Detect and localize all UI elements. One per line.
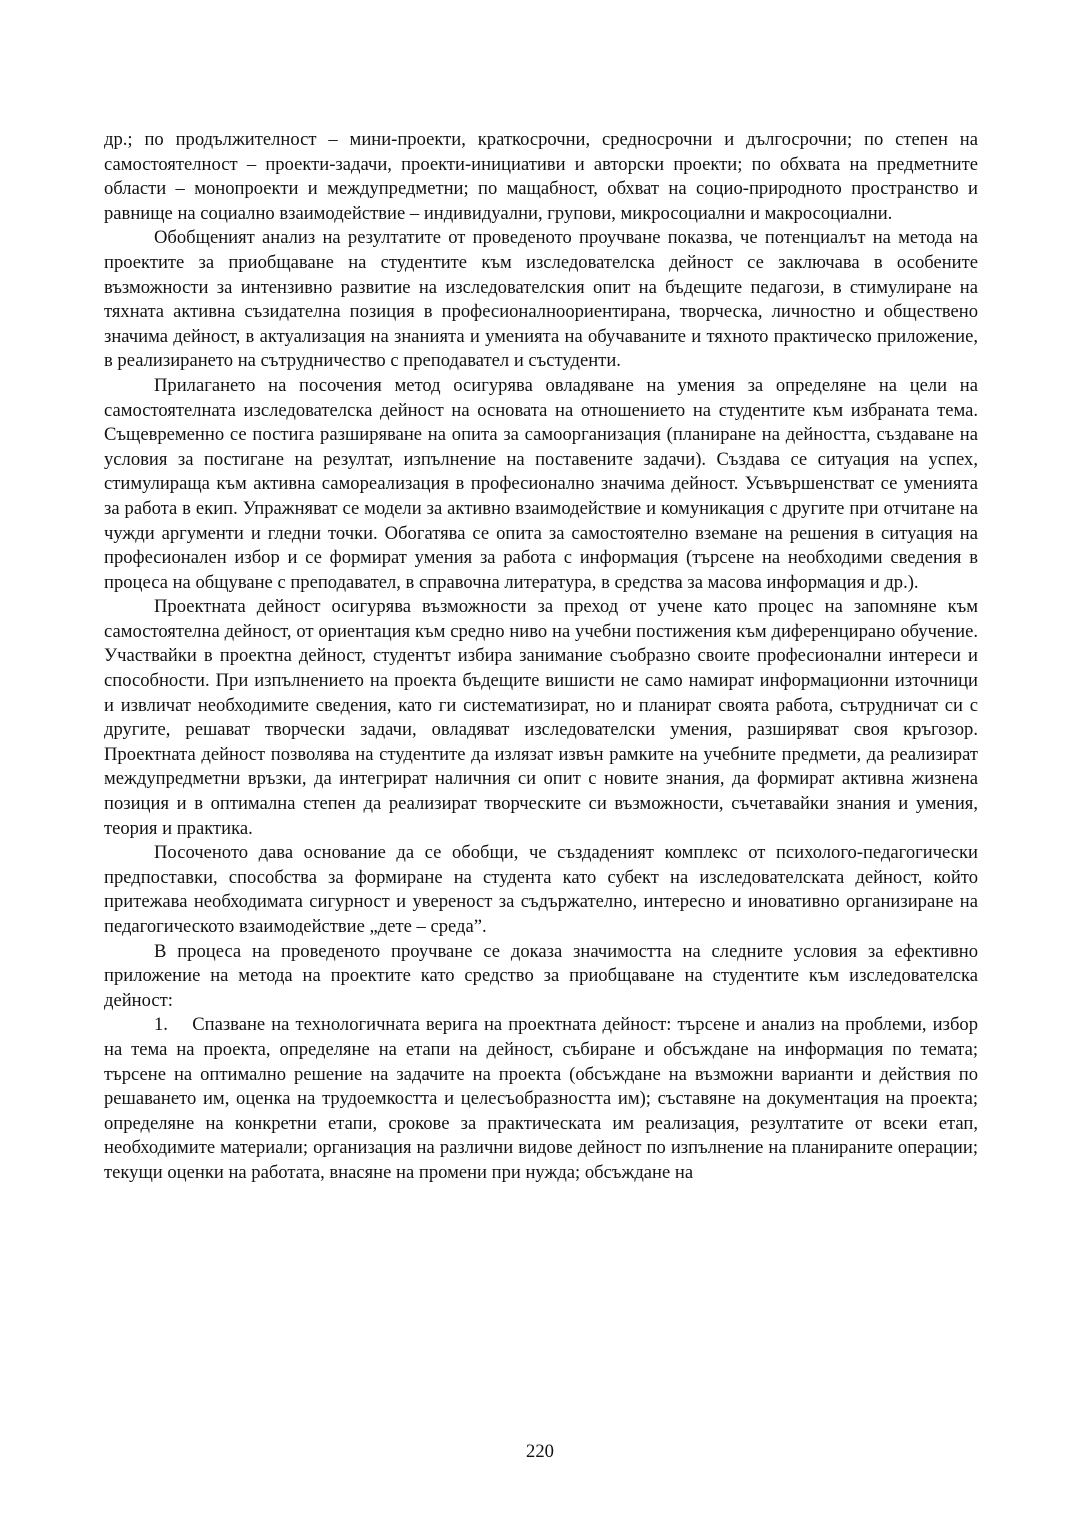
paragraph-method-application: Прилагането на посочения метод осигурява овладяване на умения за определяне на цели на самостоятелната изследователска дейност на основата на отношението на студентите към избраната тема. Същевременно се постига разширяване на опита за самоорганизация (планиране на дейността, създаване на условия за постигане на резултат, изпълнение на поставените задачи). Създава се ситуация на успех, стимулираща към активна самореализация в професионално значима дейност. Усъвършенстват се уменията за работа в екип. Упражняват се модели за активно взаимодействие и комуникация с другите при отчитане на чужди аргументи и гледни точки. Обогатява се опита за самостоятелно вземане на решения в ситуация на професионален избор и се формират умения за работа с информация (търсене на необходими сведения в процеса на общуване с преподавател, в справочна литература, в средства за масова информация и др.). <box>104 374 978 593</box>
paragraph-project-types: др.; по продължителност – мини-проекти, краткосрочни, средносрочни и дългосрочни; по степен на самостоятелност – проекти-задачи, проекти-инициативи и авторски проекти; по обхвата на предметните области – монопроекти и междупредметни; по мащабност, обхват на социо-природното пространство и равнище на социално взаимодействие – индивидуални, групови, микросоциални и макросоциални. <box>104 129 978 224</box>
paragraph-analysis-summary: Обобщеният анализ на резултатите от проведеното проучване показва, че потенциалът на метода на проектите за приобщаване на студентите към изследователска дейност се заключава в особените възможности за интензивно развитие на изследователския опит на бъдещите педагози, в стимулиране на тяхната активна съзидателна позиция в професионалноориентирана, творческа, личностно и обществено значима дейност, в актуализация на знанията и уменията на обучаваните и тяхното практическо приложение, в реализирането на сътрудничество с преподавател и състуденти. <box>104 227 978 372</box>
list-item-condition-1: 1. Спазване на технологичната верига на проектната дейност: търсене и анализ на проблеми, избор на тема на проекта, определяне на етапи на дейност, събиране и обсъждане на информация по темата; търсене на оптимално решение на задачите на проекта (обсъждане на възможни варианти и действия по решаването им, оценка на трудоемкостта и целесъобразността им); съставяне на документация на проекта; определяне на конкретни етапи, срокове за практическата им реализация, резултатите от всеки етап, необходимите материали; организация на различни видове дейност по изпълнение на планираните операции; текущи оценки на работата, внасяне на промени при нужда; обсъждане на <box>104 1014 978 1183</box>
page-number: 220 <box>526 1441 554 1462</box>
paragraph-conditions-intro: В процеса на проведеното проучване се доказа значимостта на следните условия за ефективно приложение на метода на проектите като средство за приобщаване на студентите към изследователска дейност: <box>104 940 978 1011</box>
paragraph-generalization: Посоченото дава основание да се обобщи, че създаденият комплекс от психолого-педагогически предпоставки, способства за формиране на студента като субект на изследователската дейност, който притежава необходимата сигурност и увереност за съдържателно, интересно и иновативно организиране на педагогическото взаимодействие „дете – среда”. <box>104 842 978 937</box>
paragraph-project-activity: Проектната дейност осигурява възможности за преход от учене като процес на запомняне към самостоятелна дейност, от ориентация към средно ниво на учебни постижения към диференцирано обучение. Участвайки в проектна дейност, студентът избира занимание съобразно своите професионални интереси и способности. При изпълнението на проекта бъдещите вишисти не само намират информационни източници и извличат необходимите сведения, като ги систематизират, но и планират своята работа, сътрудничат си с другите, решават творчески задачи, овладяват изследователски умения, разширяват своя кръгозор. Проектната дейност позволява на студентите да излязат извън рамките на учебните предмети, да реализират междупредметни връзки, да интегрират наличния си опит с новите знания, да формират активна жизнена позиция и в оптимална степен да реализират творческите си възможности, съчетавайки знания и умения, теория и практика. <box>104 596 978 839</box>
page-body <box>104 128 978 1186</box>
